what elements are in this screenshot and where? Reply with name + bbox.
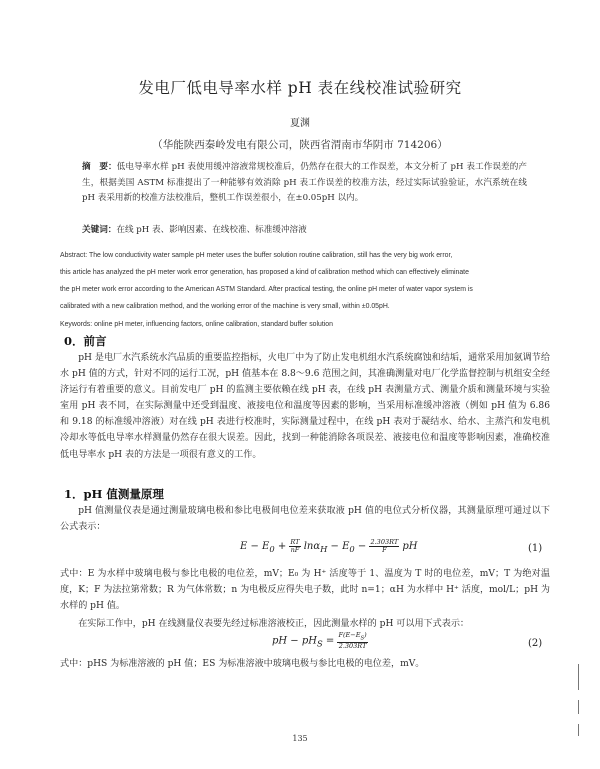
- english-abstract-line: the pH meter work error according to the American ASTM Standard. After practical testing, the online pH meter of water vapor system is: [60, 286, 473, 293]
- section-heading-principle: 1．pH 值测量原理: [64, 487, 164, 501]
- equation-2-number: (2): [528, 638, 543, 649]
- author-affiliation: （华能陕西秦岭发电有限公司，陕西省渭南市华阴市 714206）: [152, 139, 448, 151]
- margin-mark: [578, 724, 579, 736]
- chinese-keywords: [82, 223, 527, 239]
- section-heading-intro: 0．前言: [64, 334, 107, 348]
- equation-1: $E - E_0$ + $\frac{RT}{nF}$ $\ln\alpha_H - E_0$ − $\frac{2.303RT}{F}$ pH: [240, 538, 418, 554]
- page-number: 135: [292, 734, 308, 743]
- principle-paragraph-4: 式中：pHS 为标准溶液的 pH 值；ES 为标准溶液中玻璃电极与参比电极的电位差，mV。: [60, 659, 425, 669]
- keywords-label: 关键词：: [82, 225, 117, 235]
- margin-mark: [578, 700, 579, 714]
- chinese-abstract: [82, 160, 527, 207]
- english-abstract-line: Abstract: The low conductivity water sample pH meter uses the buffer solution routine calibration, still has the very big work error,: [60, 252, 453, 259]
- keywords-text: 在线 pH 表、影响因素、在线校准、标准缓冲溶液: [116, 225, 307, 235]
- english-abstract-line: this article has analyzed the pH meter work error generation, has proposed a kind of calibration method which can effectively eliminate: [60, 269, 469, 276]
- abstract-label: 摘 要：: [82, 162, 117, 172]
- equation-1-number: (1): [528, 543, 543, 554]
- intro-paragraph: pH 是电厂水汽系统水汽品质的重要监控指标，火电厂中为了防止发电机组水汽系统腐蚀和结垢，通常采用加氨调节给水 pH 值的方式，针对不同的运行工况，pH 值基本在 8.8～9.6 范围之间，其准确测量对电厂化学监督控制与机组安全经济运行有着重要的意义。目前发电厂 pH 的监测主要依赖在线 pH 表，在线 pH 表测量方式、测量介质和测量环境与实验室用 pH 表不同，在实际测量中还受到温度、液接电位和温度等因素的影响，当采用标准缓冲溶液（例如 pH 值为 6.86 和 9.18 的标准缓冲溶液）对在线 pH 表进行校准时，实际测量过程中，在线 pH 表对于凝结水、给水、主蒸汽和发电机冷却水等低电导率水样测量仍然存在很大误差。因此，找到一种能消除各项误差、液接电位和温度等影响因素，准确校准低电导率水 pH 表的方法是一项很有意义的工作。: [60, 353, 550, 460]
- margin-mark: [578, 664, 579, 690]
- english-keywords: Keywords: online pH meter, influencing factors, online calibration, standard buffer solution: [60, 321, 333, 328]
- principle-paragraph-1: pH 值测量仪表是通过测量玻璃电极和参比电极间电位差来获取液 pH 值的电位式分析仪器，其测量原理可通过以下公式表示：: [60, 506, 550, 533]
- principle-paragraph-2: 式中：E 为水样中玻璃电极与参比电极的电位差，mV；E₀ 为 H⁺ 活度等于 1、温度为 T 时的电位差，mV；T 为绝对温度，K；F 为法拉第常数；R 为气体常数；n 为电极反应得失电子数，此时 n=1；αH 为水样中 H⁺ 活度，mol/L；pH 为水样的 pH 值。: [60, 569, 550, 612]
- english-abstract-line: calibrated with a new calibration method, and the working error of the machine is very small, within ±0.05pH.: [60, 303, 390, 310]
- author-name: 夏渊: [290, 118, 310, 129]
- principle-paragraph-3: 在实际工作中，pH 在线测量仪表要先经过标准溶液校正，因此测量水样的 pH 可以用下式表示：: [78, 619, 470, 629]
- equation-2: pH − $pH_S$ = $\frac{F(E-E_S)}{2.303RT}$: [272, 631, 367, 651]
- abstract-text: 低电导率水样 pH 表使用缓冲溶液常规校准后，仍然存在很大的工作误差，本文分析了 pH 表工作误差的产生，根据美国 ASTM 标准提出了一种能够有效消除 pH 表工作误差的校准方法，经过实际试验验证，水汽系统在线 pH 表采用新的校准方法校准后，整机工作误差很小，在±0.05pH 以内。: [82, 162, 527, 204]
- paper-title: 发电厂低电导率水样 pH 表在线校准试验研究: [138, 79, 462, 97]
